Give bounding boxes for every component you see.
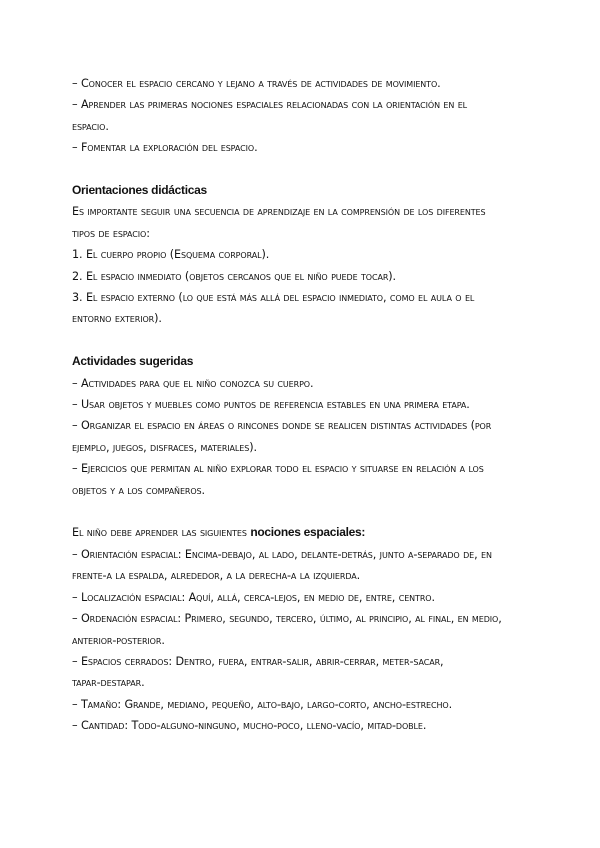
list-item: – Espacios cerrados: Dentro, fuera, entrar-salir, abrir-cerrar, meter-sacar, xyxy=(72,654,444,668)
list-item: – Usar objetos y muebles como puntos de referencia estables en una primera etapa. xyxy=(72,398,470,412)
paragraph-line: tipos de espacio: xyxy=(72,226,150,240)
objective-line: – Conocer el espacio cercano y lejano a través de actividades de movimiento. xyxy=(72,77,441,90)
item-text: El cuerpo propio (Esquema corporal). xyxy=(82,248,270,262)
section-nociones xyxy=(72,522,532,736)
list-item: frente-a la espalda, alrededor, a la derecha-a la izquierda. xyxy=(72,569,361,583)
numbered-item xyxy=(72,244,532,265)
item-number: 3. xyxy=(72,291,83,305)
item-number: 1. xyxy=(72,248,83,262)
list-item: – Actividades para que el niño conozca su cuerpo. xyxy=(72,376,314,390)
list-item: – Tamaño: Grande, mediano, pequeño, alto-bajo, largo-corto, ancho-estrecho. xyxy=(72,697,453,711)
intro-text: El niño debe aprender las siguientes xyxy=(72,526,251,540)
item-text: El espacio externo (lo que está más allá del espacio inmediato, como el aula o el xyxy=(82,291,475,305)
paragraph-line: Es importante seguir una secuencia de aprendizaje en la comprensión de los diferentes xyxy=(72,205,486,219)
section-heading: Actividades sugeridas xyxy=(72,354,194,369)
paragraph-line: entorno exterior). xyxy=(72,312,162,326)
item-number: 2. xyxy=(72,269,83,283)
intro-bold-text: nociones espaciales: xyxy=(250,525,366,540)
document-body xyxy=(72,73,532,737)
list-item: objetos y a los compañeros. xyxy=(72,483,205,497)
objective-line: – Aprender las primeras nociones espaciales relacionadas con la orientación en el xyxy=(72,98,468,112)
spacer xyxy=(72,330,532,351)
numbered-item xyxy=(72,266,532,287)
section-actividades xyxy=(72,351,532,501)
list-item: – Ejercicios que permitan al niño explorar todo el espacio y situarse en relación a los xyxy=(72,462,484,476)
objective-line: – Fomentar la exploración del espacio. xyxy=(72,141,258,155)
item-text: El espacio inmediato (objetos cercanos que el niño puede tocar). xyxy=(82,269,397,283)
list-item: – Orientación espacial: Encima-debajo, al lado, delante-detrás, junto a-separado de, en xyxy=(72,547,492,561)
section-orientaciones xyxy=(72,180,532,330)
section-heading: Orientaciones didácticas xyxy=(72,183,207,198)
list-item: – Organizar el espacio en áreas o rincones donde se realicen distintas actividades (por xyxy=(72,419,492,433)
spacer xyxy=(72,501,532,522)
list-item: anterior-posterior. xyxy=(72,633,165,647)
spacer xyxy=(72,159,532,180)
list-item: ejemplo, juegos, disfraces, materiales). xyxy=(72,440,257,454)
list-item: – Localización espacial: Aquí, allá, cerca-lejos, en medio de, entre, centro. xyxy=(72,590,435,604)
list-item: tapar-destapar. xyxy=(72,676,145,690)
list-item: – Ordenación espacial: Primero, segundo, tercero, último, al principio, al final, en medio, xyxy=(72,612,502,626)
objective-line: espacio. xyxy=(72,119,109,133)
section-intro xyxy=(72,522,532,543)
numbered-item xyxy=(72,287,532,308)
list-item: – Cantidad: Todo-alguno-ninguno, mucho-poco, lleno-vacío, mitad-doble. xyxy=(72,719,427,733)
objectives-list xyxy=(72,73,532,159)
